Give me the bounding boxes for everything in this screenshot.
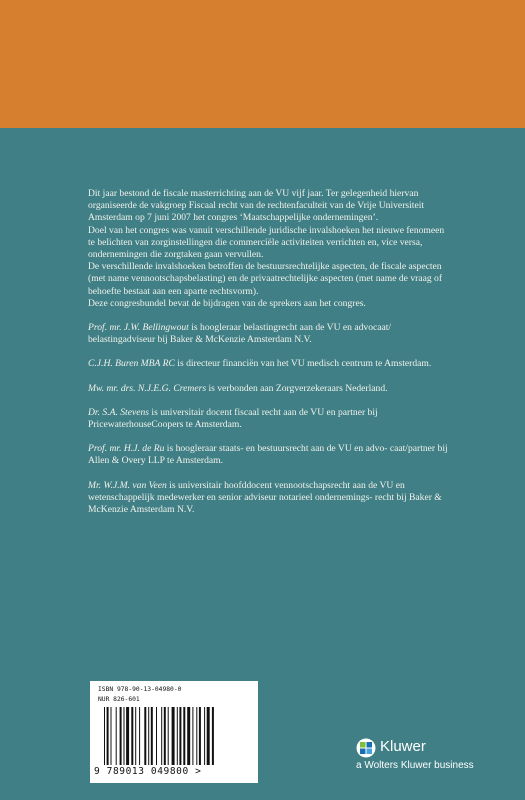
author-bio <box>88 322 448 346</box>
nur-code: NUR 826-601 <box>98 696 140 703</box>
author-bio <box>88 407 448 431</box>
author-description: is hoogleraar belastingrecht aan de VU en advocaat/ belastingadviseur bij Baker & McKenzie Amsterdam N.V. <box>88 322 392 346</box>
author-name: Mr. W.J.M. van Veen <box>88 479 167 491</box>
isbn-barcode-box <box>90 681 258 783</box>
author-bio <box>88 383 448 395</box>
author-description: is verbonden aan Zorgverzekeraars Nederland. <box>206 382 388 394</box>
barcode-icon <box>104 707 252 765</box>
author-description: is directeur financiën van het VU medisch centrum te Amsterdam. <box>174 358 432 370</box>
kluwer-logo-icon <box>356 738 376 758</box>
author-name: Dr. S.A. Stevens <box>88 406 150 418</box>
author-bio <box>88 480 448 517</box>
intro-paragraph: Dit jaar bestond de fiscale masterrichting aan de VU vijf jaar. Ter gelegenheid hiervan organiseerde de vakgroep Fiscaal recht van de rechtenfaculteit van de Vrije Universiteit Amsterdam op 7 juni 2007 het congres ‘Maatschappelijke ondernemingen’. <box>88 188 425 224</box>
publisher-tagline: a Wolters Kluwer business <box>356 760 474 771</box>
author-name: Prof. mr. H.J. de Ru <box>88 443 165 455</box>
author-bio <box>88 358 448 370</box>
author-name: C.J.H. Buren MBA RC <box>88 358 175 370</box>
blurb-text <box>88 188 448 528</box>
publisher-logo <box>356 738 516 774</box>
author-bio <box>88 443 448 467</box>
author-description: is universitair docent fiscaal recht aan de VU en partner bij PricewaterhouseCoopers te Amsterdam. <box>88 406 378 431</box>
author-description: is hoogleraar staats- en bestuursrecht aan de VU en advo- caat/partner bij Allen & Overy LLP te Amsterdam. <box>88 443 448 467</box>
intro-paragraph: De verschillende invalshoeken betroffen de bestuursrechtelijke aspecten, de fiscale aspecten (met name vennootschapsbelasting) en de privaatrechtelijke aspecten (met name de vraag of behoefte bestaat aan een aparte rechtsvorm). <box>88 261 443 297</box>
barcode-digits: 9 789013 049800 > <box>94 766 202 777</box>
isbn-number: ISBN 978-90-13-04980-0 <box>98 686 182 693</box>
top-orange-band <box>0 0 525 128</box>
intro-paragraph: Doel van het congres was vanuit verschillende juridische invalshoeken het nieuwe fenomeen te belichten van zorginstellingen die commerciële activiteiten verrichten en, vice versa, ondernemingen die zorgtaken gaan vervullen. <box>88 224 445 261</box>
author-description: is universitair hoofddocent vennootschapsrecht aan de VU en wetenschappelijk medewerker en senior adviseur notarieel ondernemings- recht bij Baker & McKenzie Amsterdam N.V. <box>88 479 442 516</box>
intro-paragraph: Deze congresbundel bevat de bijdragen van de sprekers aan het congres. <box>88 297 366 309</box>
publisher-name: Kluwer <box>380 738 426 755</box>
author-name: Mw. mr. drs. N.J.E.G. Cremers <box>88 382 207 394</box>
author-name: Prof. mr. J.W. Bellingwout <box>88 322 189 334</box>
